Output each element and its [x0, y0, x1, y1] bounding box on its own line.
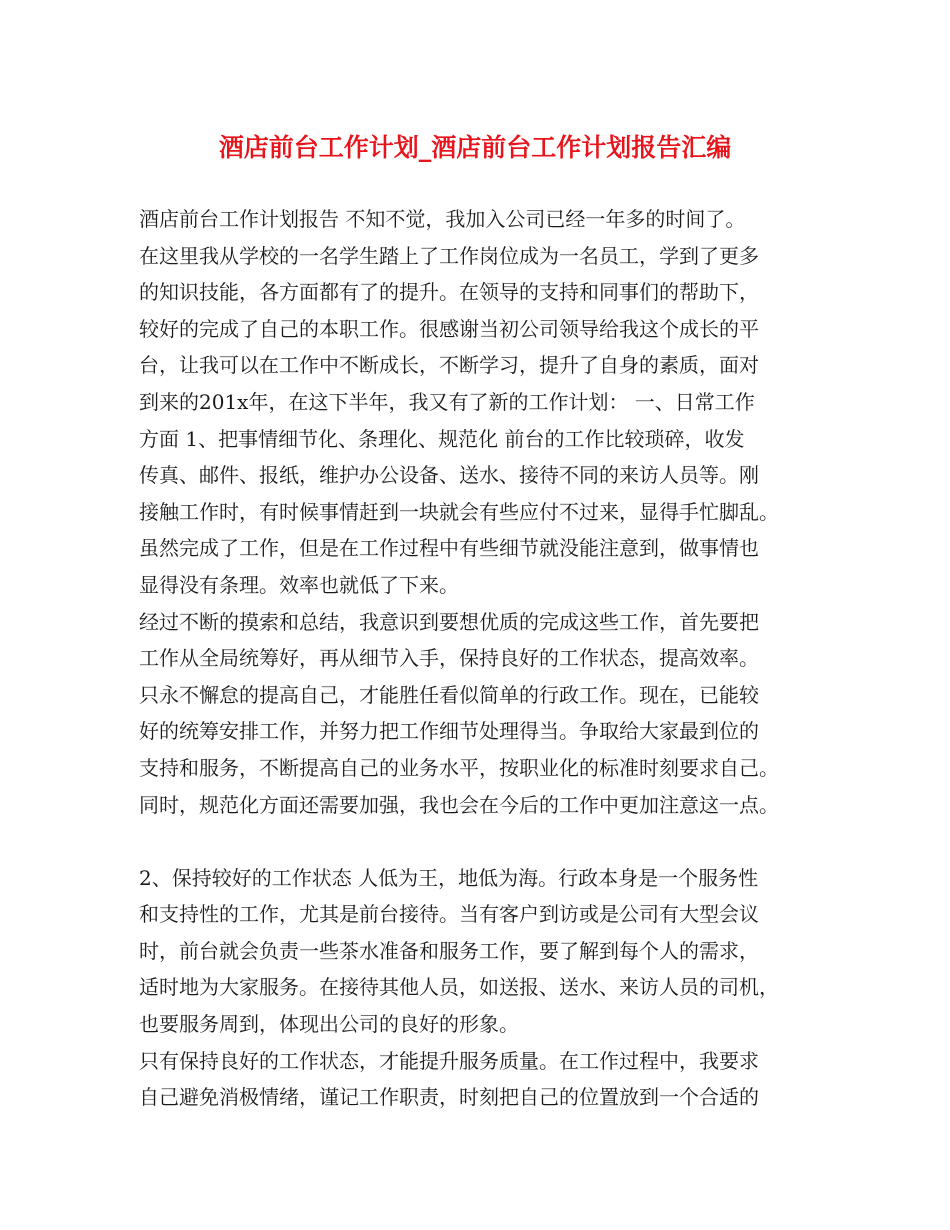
body-line-3: 的知识技能，各方面都有了的提升。在领导的支持和同事们的帮助下，: [139, 280, 759, 305]
body-line-11: 显得没有条理。效率也就低了下来。: [139, 572, 459, 597]
body-line-13: 工作从全局统筹好，再从细节入手，保持良好的工作状态，提高效率。: [139, 646, 759, 671]
body-line-17: 同时，规范化方面还需要加强，我也会在今后的工作中更加注意这一点。: [139, 792, 779, 817]
body-line-16: 支持和服务，不断提高自己的业务水平，按职业化的标准时刻要求自己。: [139, 755, 779, 780]
body-line-21: 时，前台就会负责一些茶水准备和服务工作，要了解到每个人的需求，: [139, 938, 759, 963]
body-line-9: 接触工作时，有时候事情赶到一块就会有些应付不过来，显得手忙脚乱。: [139, 499, 779, 524]
body-line-1: 酒店前台工作计划报告 不知不觉，我加入公司已经一年多的时间了。: [139, 207, 746, 231]
document-body: [139, 201, 839, 1116]
body-line-10: 虽然完成了工作，但是在工作过程中有些细节就没能注意到，做事情也: [139, 536, 759, 561]
body-line-20: 和支持性的工作，尤其是前台接待。当有客户到访或是公司有大型会议: [139, 902, 759, 927]
body-line-24: 只有保持良好的工作状态，才能提升服务质量。在工作过程中，我要求: [139, 1048, 759, 1073]
body-line-22: 适时地为大家服务。在接待其他人员，如送报、送水、来访人员的司机，: [139, 975, 779, 1000]
body-line-15: 好的统筹安排工作，并努力把工作细节处理得当。争取给大家最到位的: [139, 719, 759, 744]
body-line-14: 只永不懈怠的提高自己，才能胜任看似简单的行政工作。现在，已能较: [139, 682, 759, 707]
body-line-6: 到来的201x年，在这下半年，我又有了新的工作计划： 一、日常工作: [139, 389, 755, 414]
body-line-12: 经过不断的摸索和总结，我意识到要想优质的完成这些工作，首先要把: [139, 609, 759, 634]
body-line-4: 较好的完成了自己的本职工作。很感谢当初公司领导给我这个成长的平: [139, 316, 759, 341]
body-line-23: 也要服务周到，体现出公司的良好的形象。: [139, 1012, 519, 1037]
document-title: 酒店前台工作计划_酒店前台工作计划报告汇编: [218, 133, 732, 162]
body-line-8: 传真、邮件、报纸，维护办公设备、送水、接待不同的来访人员等。刚: [139, 463, 759, 488]
body-line-19: 2、保持较好的工作状态 人低为王，地低为海。行政本身是一个服务性: [139, 865, 759, 890]
body-line-2: 在这里我从学校的一名学生踏上了工作岗位成为一名员工，学到了更多: [139, 243, 759, 268]
body-line-25: 自己避免消极情绪，谨记工作职责，时刻把自己的位置放到一个合适的: [139, 1085, 759, 1110]
body-line-5: 台，让我可以在工作中不断成长，不断学习，提升了自身的素质，面对: [139, 353, 759, 378]
paragraph-gap: [139, 823, 839, 860]
body-line-7: 方面 1、把事情细节化、条理化、规范化 前台的工作比较琐碎，收发: [139, 426, 745, 451]
